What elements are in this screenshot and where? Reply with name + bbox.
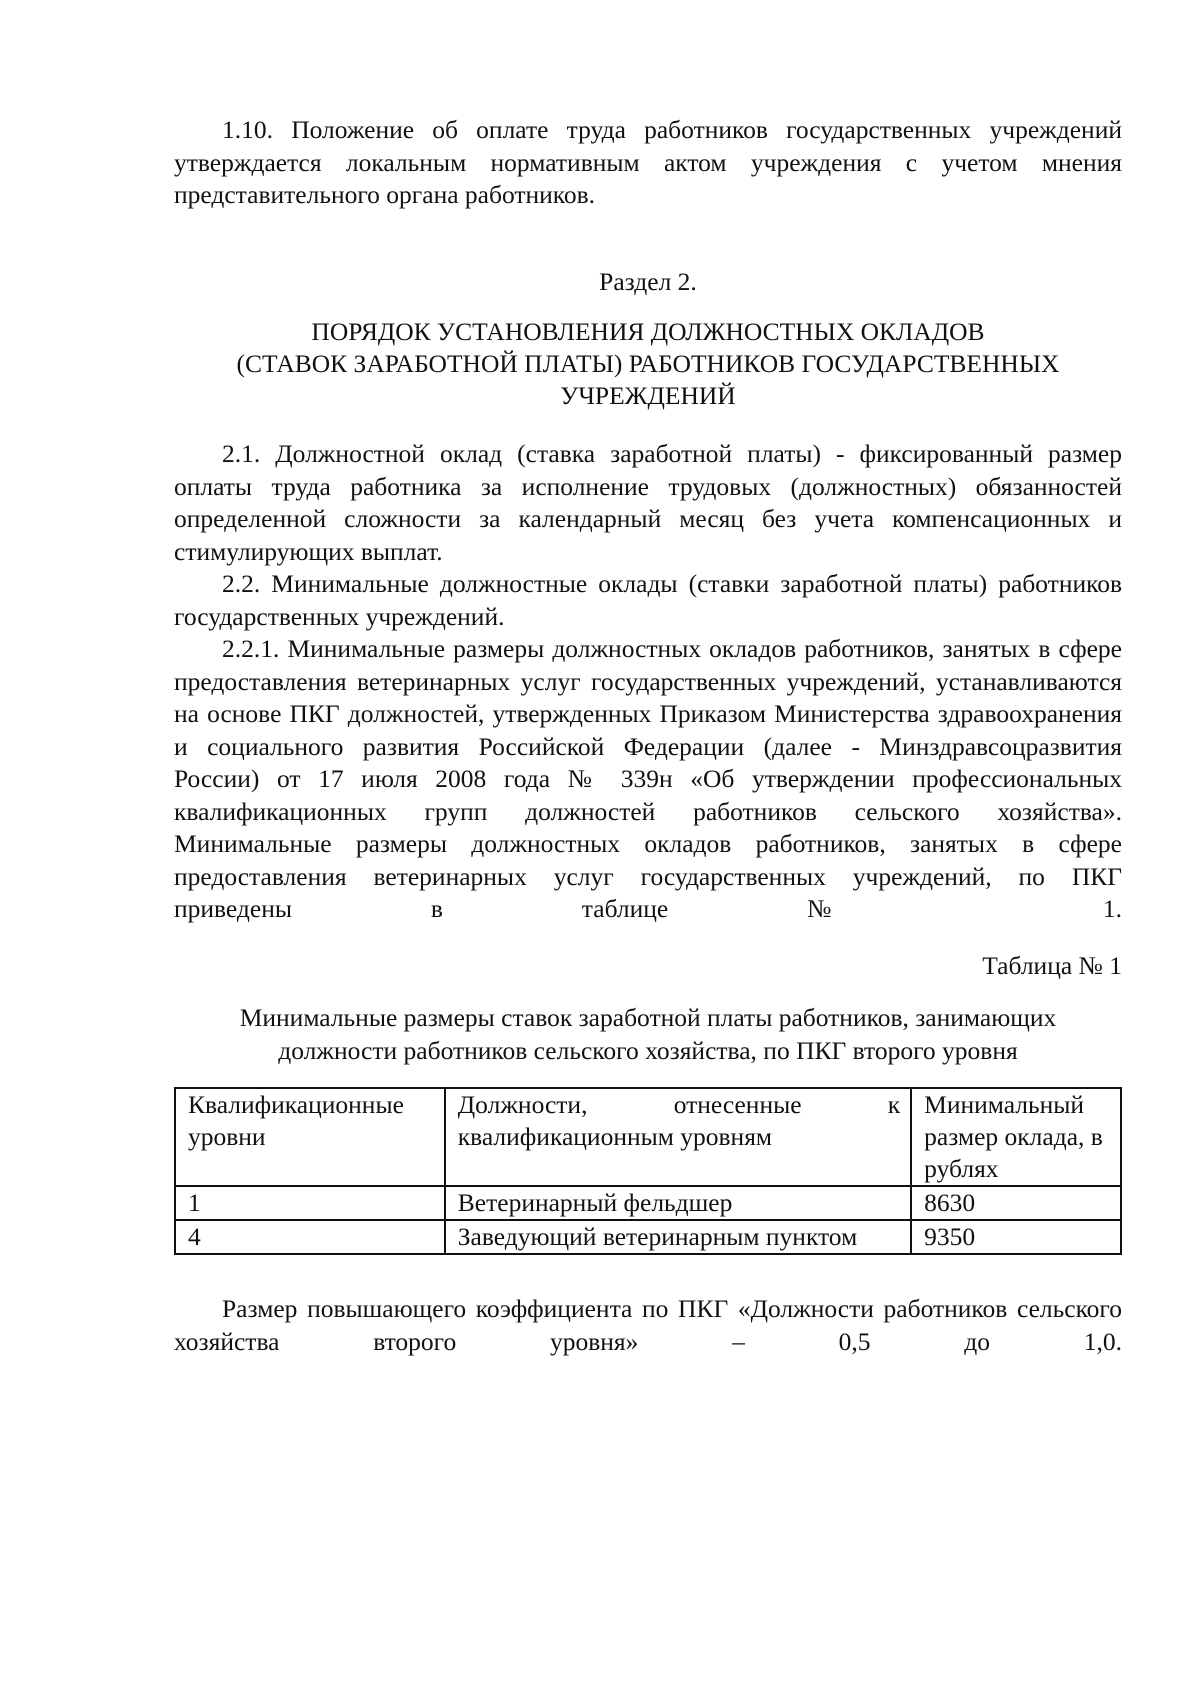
section-title <box>174 316 1122 412</box>
table-caption-line: должности работников сельского хозяйства, по ПКГ второго уровня <box>278 1035 1018 1065</box>
section-title-line: ПОРЯДОК УСТАНОВЛЕНИЯ ДОЛЖНОСТНЫХ ОКЛАДОВ <box>311 317 985 346</box>
table-header-cell: Минимальный размер оклада, в рублях <box>911 1088 1121 1186</box>
table-cell: 4 <box>175 1220 445 1254</box>
table-cell: 1 <box>175 1186 445 1220</box>
table-cell: 8630 <box>911 1186 1121 1220</box>
table-caption-line: Минимальные размеры ставок заработной платы работников, занимающих <box>239 1003 1057 1032</box>
table-row <box>175 1220 1121 1254</box>
table-cell: Ветеринарный фельдшер <box>445 1186 911 1220</box>
paragraph-2-1: 2.1. Должностной оклад (ставка заработной платы) - фиксированный размер оплаты труда работника за исполнение трудовых (должностных) обязанностей определенной сложности за календарный месяц без учета компенсационных и стимулирующих выплат. <box>174 439 1122 566</box>
table-row <box>175 1186 1121 1220</box>
document-body <box>174 114 1122 1358</box>
section-title-line: УЧРЕЖДЕНИЙ <box>560 381 736 410</box>
section-number: Раздел 2. <box>599 266 697 296</box>
table-caption <box>174 1002 1122 1067</box>
table-header-cell: Квалификационные уровни <box>175 1088 445 1186</box>
table-cell: Заведующий ветеринарным пунктом <box>445 1220 911 1254</box>
table-header-cell: Должности, отнесенные к квалификационным уровням <box>445 1088 911 1186</box>
table-label: Таблица № 1 <box>982 950 1122 980</box>
paragraph-2-2: 2.2. Минимальные должностные оклады (ставки заработной платы) работников государственных учреждений. <box>174 569 1122 631</box>
section-title-line: (СТАВОК ЗАРАБОТНОЙ ПЛАТЫ) РАБОТНИКОВ ГОСУДАРСТВЕННЫХ <box>236 349 1060 378</box>
salary-table <box>174 1087 1122 1255</box>
table-header-row <box>175 1088 1121 1186</box>
table-cell: 9350 <box>911 1220 1121 1254</box>
closing-paragraph: Размер повышающего коэффициента по ПКГ «Должности работников сельского хозяйства второго уровня» – 0,5 до 1,0. <box>174 1294 1122 1356</box>
paragraph-2-2-1: 2.2.1. Минимальные размеры должностных окладов работников, занятых в сфере предоставления ветеринарных услуг государственных учреждений, устанавливаются на основе ПКГ должностей, утвержденных Приказом Министерства здравоохранения и социального развития Российской Федерации (далее - Минздравсоцразвития России) от 17 июля 2008 года № 339н «Об утверждении профессиональных квалификационных групп должностей работников сельского хозяйства». Минимальные размеры должностных окладов работников, занятых в сфере предоставления ветеринарных услуг государственных учреждений, по ПКГ приведены в таблице № 1. <box>174 634 1122 923</box>
paragraph-1-10: 1.10. Положение об оплате труда работников государственных учреждений утверждается локальным нормативным актом учреждения с учетом мнения представительного органа работников. <box>174 115 1122 209</box>
